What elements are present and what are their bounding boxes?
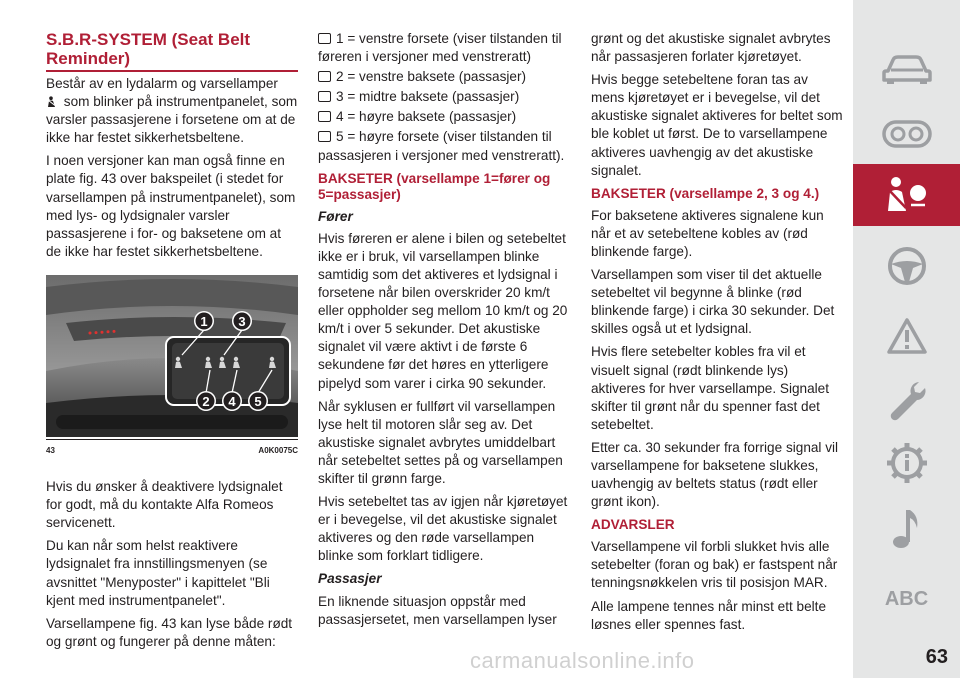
dashboard-gauges-icon[interactable]: [853, 103, 960, 165]
list-item-text: 2 = venstre baksete (passasjer): [336, 69, 527, 85]
bullet-icon: [318, 33, 331, 44]
car-icon[interactable]: [853, 38, 960, 100]
list-item-text: 5 = høyre forsete (viser tilstanden til passasjeren i versjoner med venstreratt).: [318, 129, 565, 163]
callout-4: [222, 391, 242, 411]
paragraph-cycle: Når syklusen er fullført vil varsellampen lyse helt til motoren slår seg av. Det akustiske signalet avbrytes umiddelbart når setebeltet settes på og varsellampen skifter til grønn farge.: [318, 398, 563, 486]
callout-1: [194, 311, 214, 331]
paragraph-rear-activation: For baksetene aktiveres signalene kun når et av setebeltene kobles av (rød blinkende farge).: [591, 207, 824, 259]
list-item-text: 1 = venstre forsete (viser tilstanden til føreren i versjoner med venstreratt): [318, 31, 562, 65]
paragraph-passenger-cont: grønt og det akustiske signalet avbrytes når passasjeren forlater kjøretøyet.: [591, 31, 831, 65]
seatbelt-airbag-icon[interactable]: [853, 164, 960, 226]
list-item: [318, 108, 568, 126]
paragraph-passenger: En liknende situasjon oppstår med passasjersetet, men varsellampen lyser: [318, 593, 557, 627]
bullet-icon: [318, 111, 331, 122]
heading-rear-seats: BAKSETER (varsellampe 2, 3 og 4.): [591, 185, 820, 201]
paragraph-unbuckle: Hvis setebeltet tas av igjen når kjøretøyet er i bevegelse, vil det akustiske signalet aktiveres og den røde varsellampen blinke som forklart tidligere.: [318, 494, 568, 564]
paragraph-multiple: Hvis flere setebelter kobles fra vil et visuelt signal (rødt blinkende lys) aktiveres for hver varsellampe. Signalet skifter til grønt når du spenner fast det setebeltet.: [591, 344, 829, 432]
list-item: [318, 30, 568, 66]
paragraph-lamps: Varsellampene fig. 43 kan lyse både rødt og grønt og fungerer på denne måten:: [46, 615, 293, 649]
chapter-sidebar: [853, 0, 960, 678]
column-1: [46, 30, 298, 656]
callout-2: [196, 391, 216, 411]
column-2: [318, 30, 568, 634]
list-item-text: 3 = midtre baksete (passasjer): [336, 89, 520, 105]
heading-front-seats: BAKSETER (varsellampe 1=fører og 5=passasjer): [318, 170, 551, 202]
paragraph-rear-blink: Varsellampen som viser til det aktuelle setebeltet vil begynne å blinke (rød blinkende farge) i cirka 30 sekunder. Det skilles også ut et lydsignal.: [591, 267, 835, 337]
paragraph-deactivate: Hvis du ønsker å deaktivere lydsignalet for godt, må du kontakte Alfa Romeos servicenett.: [46, 479, 283, 531]
heading-warnings: ADVARSLER: [591, 517, 675, 533]
paragraph-reactivate: Du kan når som helst reaktivere lydsignalet fra innstillingsmenyen (se avsnittet "Menyposter" i kapittelet "Bli kjent med instrumentpanelet".: [46, 538, 270, 608]
paragraph-plate: I noen versjoner kan man også finne en plate fig. 43 over bakspeilet (i stedet for varsellampen på instrumentpanelet), som med lys- og lydsignaler varsler passasjerene i for- og baksetene om at de ikke har festet sikkerhetsbeltene.: [46, 153, 296, 259]
paragraph-timeout: Etter ca. 30 sekunder fra forrige signal vil varsellampene for baksetene slukkes, uavhengig av beltets status (rødt eller grønt ikon).: [591, 439, 839, 510]
callout-5: [248, 391, 268, 411]
service-gear-icon[interactable]: [853, 432, 960, 494]
subheading-passenger: Passasjer: [318, 571, 382, 587]
warning-triangle-icon[interactable]: [853, 305, 960, 367]
svg-text:1: 1: [200, 313, 208, 329]
svg-text:2: 2: [202, 393, 210, 409]
steering-wheel-icon[interactable]: [853, 235, 960, 297]
svg-text:4: 4: [228, 393, 236, 409]
intro-text-a: Består av en lydalarm og varsellamper: [46, 76, 278, 91]
paragraph-warning-1: Varsellampene vil forbli slukket hvis alle setebelter (foran og bak) er fastspent når tenningsnøkkelen vris til posisjon MAR.: [591, 539, 838, 591]
intro-paragraph: [46, 75, 298, 147]
wrench-icon[interactable]: [853, 370, 960, 432]
list-item: [318, 88, 568, 106]
paragraph-warning-2: Alle lampene tennes når minst ett belte løsnes eller spennes fast.: [591, 598, 827, 632]
list-item: [318, 128, 568, 164]
svg-text:3: 3: [238, 313, 246, 329]
svg-text:5: 5: [254, 393, 262, 409]
figure-number: 43: [46, 445, 55, 455]
music-note-icon[interactable]: [853, 497, 960, 559]
abc-index-icon[interactable]: [853, 568, 960, 630]
section-title: S.B.R-SYSTEM (Seat Belt Reminder): [46, 30, 298, 72]
figure-43-illustration: [46, 275, 298, 437]
paragraph-both-front: Hvis begge setebeltene foran tas av mens kjøretøyet er i bevegelse, vil det akustiske signalet aktiveres for beltet som ble koblet ut først. De to varsellampene aktiveres uavhengig av det akustiske signalet.: [591, 72, 843, 178]
bullet-icon: [318, 71, 331, 82]
list-item-text: 4 = høyre baksete (passasjer): [336, 109, 517, 125]
paragraph-driver: Hvis føreren er alene i bilen og setebeltet ikke er i bruk, vil varsellampen blinke samtidig som det aktiveres et lydsignal i forsetene når bilen overskrider 20 km/t eller oppholder seg mellom 10 km/t og 20 km/t i over 5 sekunder. Det akustiske signalet vil være aktivt i de første 6 sekundene før det høres en ytterligere pipelyd som varer i cirka 90 sekunder.: [318, 230, 568, 391]
seatbelt-warning-icon: [46, 96, 58, 108]
subheading-driver: Fører: [318, 208, 353, 224]
bullet-icon: [318, 91, 331, 102]
watermark: carmanualsonline.info: [470, 648, 695, 673]
figure-43: [46, 275, 298, 437]
figure-caption: [46, 439, 298, 460]
abc-label: ABC: [884, 587, 929, 610]
column-3: [591, 30, 843, 639]
bullet-icon: [318, 131, 331, 142]
figure-code: A0K0075C: [258, 445, 298, 455]
page-number: 63: [925, 646, 948, 668]
callout-3: [232, 311, 252, 331]
list-item: [318, 68, 568, 86]
intro-text-b: som blinker på instrumentpanelet, som varsler passasjerene i forsetene om at de ikke har festet sikkerhetsbeltene.: [46, 94, 298, 146]
